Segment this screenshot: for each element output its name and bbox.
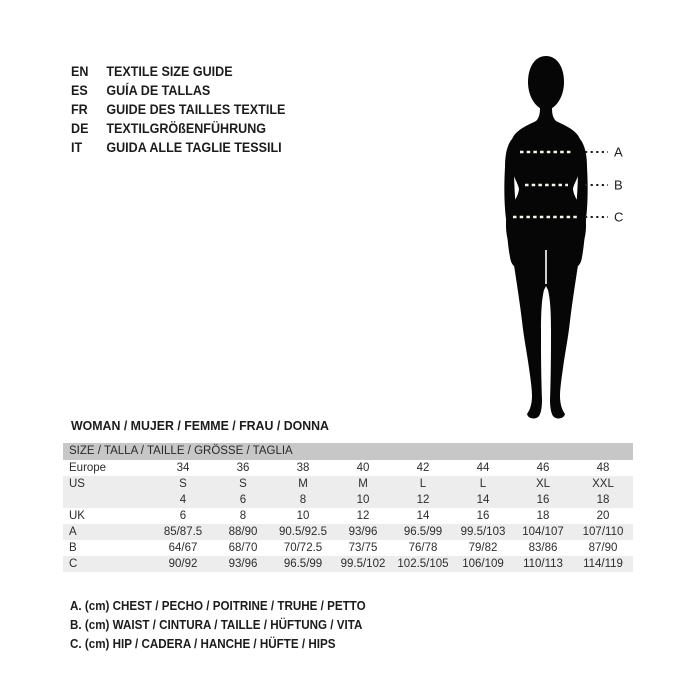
table-cell: XXL	[592, 478, 614, 490]
table-row-us-numbers	[63, 492, 633, 508]
table-cell: XL	[535, 478, 551, 490]
language-title-list	[71, 62, 285, 157]
woman-silhouette-figure	[496, 52, 646, 432]
row-label: Europe	[69, 462, 107, 474]
table-cell: 10	[296, 510, 310, 522]
table-cell: 64/67	[168, 542, 198, 554]
table-cell: 90.5/92.5	[279, 526, 327, 538]
legend-line-waist: B. (cm) WAIST / CINTURA / TAILLE / HÜFTUNG / VITA	[70, 618, 363, 632]
legend-line-hip: C. (cm) HIP / CADERA / HANCHE / HÜFTE / HIPS	[70, 637, 336, 651]
language-label: TEXTILGRÖßENFÜHRUNG	[106, 121, 267, 136]
table-cell: 76/78	[408, 542, 438, 554]
table-cell: 96.5/99	[283, 558, 323, 570]
table-cell: 42	[416, 462, 430, 474]
row-label: UK	[69, 510, 85, 522]
table-cell: L	[419, 478, 427, 490]
size-table	[63, 443, 633, 572]
measure-label-c: C	[614, 209, 624, 225]
table-row-us-letters	[63, 476, 633, 492]
table-cell: L	[479, 478, 487, 490]
table-cell: M	[358, 478, 368, 490]
row-label: US	[69, 478, 85, 490]
table-cell: 14	[476, 494, 490, 506]
language-label: TEXTILE SIZE GUIDE	[106, 64, 233, 79]
measurement-legend	[70, 597, 366, 654]
table-cell: 6	[239, 494, 247, 506]
table-cell: 18	[536, 510, 550, 522]
language-label: GUIDA ALLE TAGLIE TESSILI	[106, 140, 282, 155]
table-cell: 99.5/103	[460, 526, 506, 538]
language-code: IT	[71, 140, 83, 155]
row-label: A	[69, 526, 77, 538]
table-cell: 85/87.5	[163, 526, 203, 538]
language-code: DE	[71, 121, 89, 136]
table-cell: 104/107	[522, 526, 564, 538]
table-cell: 6	[179, 510, 187, 522]
table-cell: 34	[176, 462, 190, 474]
table-cell: 90/92	[168, 558, 198, 570]
table-row-uk	[63, 508, 633, 524]
table-cell: 96.5/99	[403, 526, 443, 538]
table-cell: 38	[296, 462, 310, 474]
language-code: EN	[71, 64, 89, 79]
size-table-header: SIZE / TALLA / TAILLE / GRÖSSE / TAGLIA	[63, 443, 633, 460]
table-cell: 88/90	[228, 526, 258, 538]
table-cell: 99.5/102	[340, 558, 386, 570]
table-cell: 12	[356, 510, 370, 522]
table-cell: 110/113	[523, 558, 563, 570]
legend-line-chest: A. (cm) CHEST / PECHO / POITRINE / TRUHE / PETTO	[70, 599, 366, 613]
table-cell: 14	[416, 510, 430, 522]
table-row-waist-b	[63, 540, 633, 556]
woman-silhouette	[504, 56, 587, 418]
table-cell: 68/70	[228, 542, 258, 554]
table-cell: 8	[239, 510, 247, 522]
table-cell: 16	[476, 510, 490, 522]
table-cell: 102.5/105	[397, 558, 449, 570]
row-label: B	[69, 542, 77, 554]
table-cell: 48	[596, 462, 610, 474]
table-cell: S	[239, 478, 247, 490]
list-item	[71, 119, 285, 138]
table-cell: 4	[179, 494, 187, 506]
section-title: WOMAN / MUJER / FEMME / FRAU / DONNA	[71, 418, 329, 433]
language-label: GUÍA DE TALLAS	[106, 83, 211, 98]
table-cell: 20	[596, 510, 610, 522]
list-item	[71, 62, 285, 81]
table-cell: 10	[356, 494, 370, 506]
table-cell: 106/109	[462, 558, 504, 570]
table-cell: 83/86	[528, 542, 558, 554]
table-cell: 18	[596, 494, 610, 506]
table-row-chest-a	[63, 524, 633, 540]
table-cell: M	[298, 478, 308, 490]
measure-label-b: B	[614, 177, 623, 193]
table-row-hip-c	[63, 556, 633, 572]
measure-label-a: A	[614, 144, 623, 160]
language-code: ES	[71, 83, 88, 98]
table-cell: 73/75	[348, 542, 378, 554]
table-cell: 93/96	[228, 558, 258, 570]
list-item	[71, 81, 285, 100]
list-item	[71, 138, 285, 157]
table-cell: 36	[236, 462, 250, 474]
table-cell: 46	[536, 462, 550, 474]
table-cell: 12	[416, 494, 430, 506]
table-row-europe	[63, 460, 633, 476]
language-label: GUIDE DES TAILLES TEXTILE	[106, 102, 286, 117]
table-cell: 114/119	[583, 558, 623, 570]
table-cell: 87/90	[588, 542, 618, 554]
table-cell: 8	[299, 494, 307, 506]
table-cell: 40	[356, 462, 370, 474]
table-cell: S	[179, 478, 187, 490]
silhouette-head	[528, 56, 564, 111]
row-label	[63, 492, 153, 508]
table-cell: 44	[476, 462, 490, 474]
table-cell: 79/82	[468, 542, 498, 554]
language-code: FR	[71, 102, 88, 117]
row-label: C	[69, 558, 78, 570]
list-item	[71, 100, 285, 119]
table-cell: 93/96	[348, 526, 378, 538]
table-cell: 107/110	[582, 526, 624, 538]
table-cell: 16	[536, 494, 550, 506]
table-cell: 70/72.5	[283, 542, 323, 554]
